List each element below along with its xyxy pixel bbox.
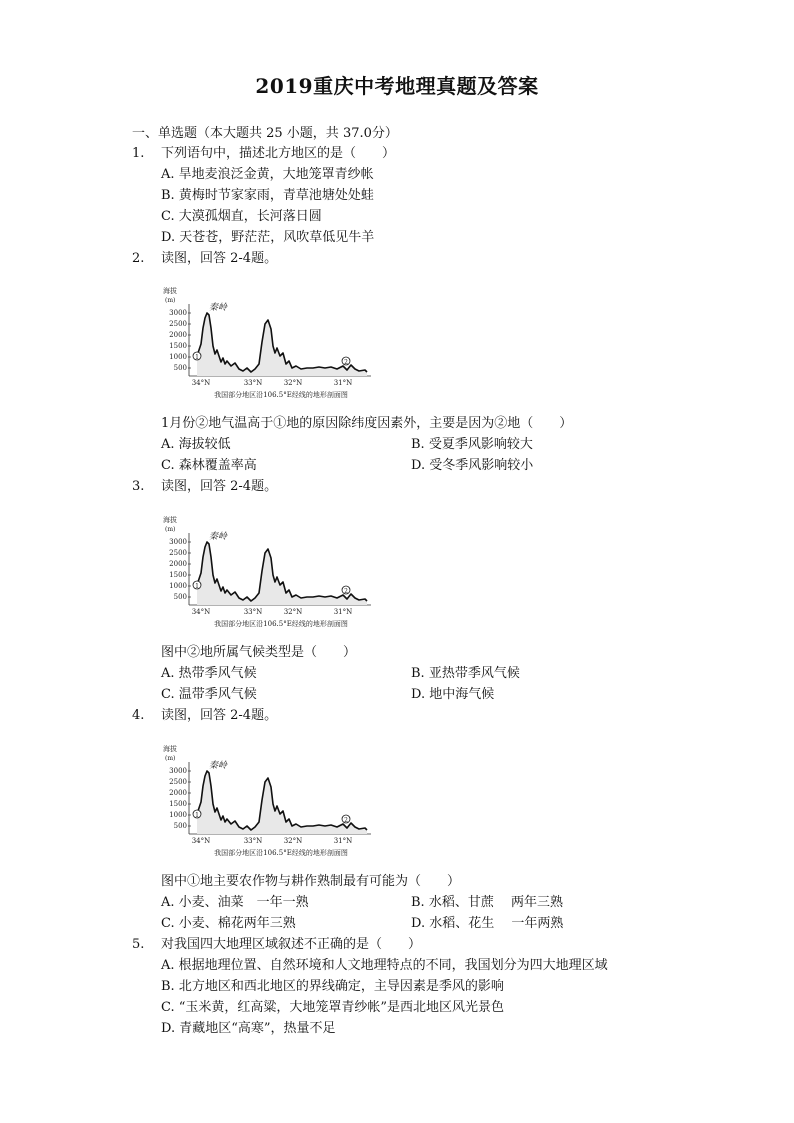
q4-option-a: A. 小麦、油菜 一年一熟 xyxy=(161,895,309,910)
q5-option-d: D. 青藏地区“高寒”，热量不足 xyxy=(161,1021,336,1036)
q5-option-b: B. 北方地区和西北地区的界线确定，主导因素是季风的影响 xyxy=(161,979,504,994)
y-tick-label: 1500 xyxy=(169,571,187,579)
x-tick-label: 34°N xyxy=(191,837,211,845)
q5-option-a: A. 根据地理位置、自然环境和人文地理特点的不同，我国划分为四大地理区域 xyxy=(161,958,608,973)
y-axis-label: 海拔 xyxy=(163,287,177,295)
q1-text: 下列语句中，描述北方地区的是（ ） xyxy=(161,146,396,161)
y-tick-label: 500 xyxy=(173,822,187,830)
q3-option-a: A. 热带季风气候 xyxy=(161,666,257,681)
x-tick-label: 32°N xyxy=(283,379,303,387)
x-tick-label: 32°N xyxy=(283,608,303,616)
x-tick-label: 31°N xyxy=(333,379,353,387)
terrain-profile-svg xyxy=(161,742,383,864)
y-tick-label: 2000 xyxy=(169,560,187,568)
qinling-label: 秦岭 xyxy=(209,761,228,771)
q1-option-c: C. 大漠孤烟直，长河落日圆 xyxy=(161,209,322,224)
q5-number: 5. xyxy=(132,937,145,952)
qinling-label: 秦岭 xyxy=(209,532,228,542)
x-tick-label: 34°N xyxy=(191,608,211,616)
x-tick-label: 31°N xyxy=(333,608,353,616)
y-tick-label: 500 xyxy=(173,364,187,372)
q4-option-c: C. 小麦、棉花两年三熟 xyxy=(161,916,296,931)
q5-option-c: C. “玉米黄，红高粱，大地笼罩青纱帐”是西北地区风光景色 xyxy=(161,1000,505,1015)
q1-option-a: A. 旱地麦浪泛金黄，大地笼罩青纱帐 xyxy=(161,167,374,182)
terrain-profile-figure-3 xyxy=(161,742,383,864)
q1-number: 1. xyxy=(132,146,145,161)
y-tick-label: 500 xyxy=(173,593,187,601)
marker-1-label: 1 xyxy=(195,354,199,361)
section-heading: 一、单选题（本大题共 25 小题，共 37.0分） xyxy=(132,126,398,141)
q2-option-a: A. 海拔较低 xyxy=(161,437,231,452)
q2-subquestion: 1月份②地气温高于①地的原因除纬度因素外，主要是因为②地（ ） xyxy=(161,416,573,431)
y-tick-label: 1000 xyxy=(169,811,187,819)
x-tick-label: 33°N xyxy=(243,379,263,387)
terrain-profile-figure-2 xyxy=(161,513,383,635)
y-tick-label: 2000 xyxy=(169,331,187,339)
y-tick-label: 3000 xyxy=(169,309,187,317)
figure-caption: 我国部分地区沿106.5°E经线的地形剖面图 xyxy=(214,391,348,399)
x-tick-label: 33°N xyxy=(243,837,263,845)
q2-text: 读图，回答 2-4题。 xyxy=(161,251,278,266)
q5-text: 对我国四大地理区域叙述不正确的是（ ） xyxy=(161,937,422,952)
marker-1-label: 1 xyxy=(195,812,199,819)
y-tick-label: 1500 xyxy=(169,342,187,350)
x-tick-label: 31°N xyxy=(333,837,353,845)
figure-caption: 我国部分地区沿106.5°E经线的地形剖面图 xyxy=(214,849,348,857)
q3-option-b: B. 亚热带季风气候 xyxy=(411,666,520,681)
q1-option-b: B. 黄梅时节家家雨，青草池塘处处蛙 xyxy=(161,188,374,203)
figure-caption: 我国部分地区沿106.5°E经线的地形剖面图 xyxy=(214,620,348,628)
terrain-profile-svg xyxy=(161,513,383,635)
x-tick-label: 33°N xyxy=(243,608,263,616)
y-tick-label: 1000 xyxy=(169,353,187,361)
y-axis-unit: (m) xyxy=(165,755,176,762)
q2-option-c: C. 森林覆盖率高 xyxy=(161,458,257,473)
y-tick-label: 3000 xyxy=(169,538,187,546)
marker-2-label: 2 xyxy=(344,359,348,366)
y-tick-label: 1500 xyxy=(169,800,187,808)
q3-subquestion: 图中②地所属气候类型是（ ） xyxy=(161,645,357,660)
x-tick-label: 32°N xyxy=(283,837,303,845)
q4-option-b: B. 水稻、甘蔗 两年三熟 xyxy=(411,895,563,910)
x-tick-label: 34°N xyxy=(191,379,211,387)
page-title: 2019重庆中考地理真题及答案 xyxy=(255,74,539,98)
marker-1-label: 1 xyxy=(195,583,199,590)
marker-2-label: 2 xyxy=(344,588,348,595)
q2-option-d: D. 受冬季风影响较小 xyxy=(411,458,534,473)
y-tick-label: 2500 xyxy=(169,549,187,557)
q4-subquestion: 图中①地主要农作物与耕作熟制最有可能为（ ） xyxy=(161,874,461,889)
terrain-profile-svg xyxy=(161,284,383,406)
y-tick-label: 2000 xyxy=(169,789,187,797)
y-tick-label: 3000 xyxy=(169,767,187,775)
y-axis-label: 海拔 xyxy=(163,516,177,524)
q4-text: 读图，回答 2-4题。 xyxy=(161,708,278,723)
q3-option-d: D. 地中海气候 xyxy=(411,687,495,702)
q3-option-c: C. 温带季风气候 xyxy=(161,687,257,702)
marker-2-label: 2 xyxy=(344,817,348,824)
y-axis-label: 海拔 xyxy=(163,745,177,753)
q4-number: 4. xyxy=(132,708,145,723)
y-tick-label: 1000 xyxy=(169,582,187,590)
q3-number: 3. xyxy=(132,479,145,494)
q2-option-b: B. 受夏季风影响较大 xyxy=(411,437,533,452)
q1-option-d: D. 天苍苍，野茫茫，风吹草低见牛羊 xyxy=(161,230,375,245)
terrain-profile-figure-1 xyxy=(161,284,383,406)
qinling-label: 秦岭 xyxy=(209,303,228,313)
y-tick-label: 2500 xyxy=(169,320,187,328)
q3-text: 读图，回答 2-4题。 xyxy=(161,479,278,494)
y-axis-unit: (m) xyxy=(165,526,176,533)
q4-option-d: D. 水稻、花生 一年两熟 xyxy=(411,916,564,931)
q2-number: 2. xyxy=(132,251,145,266)
y-tick-label: 2500 xyxy=(169,778,187,786)
y-axis-unit: (m) xyxy=(165,297,176,304)
